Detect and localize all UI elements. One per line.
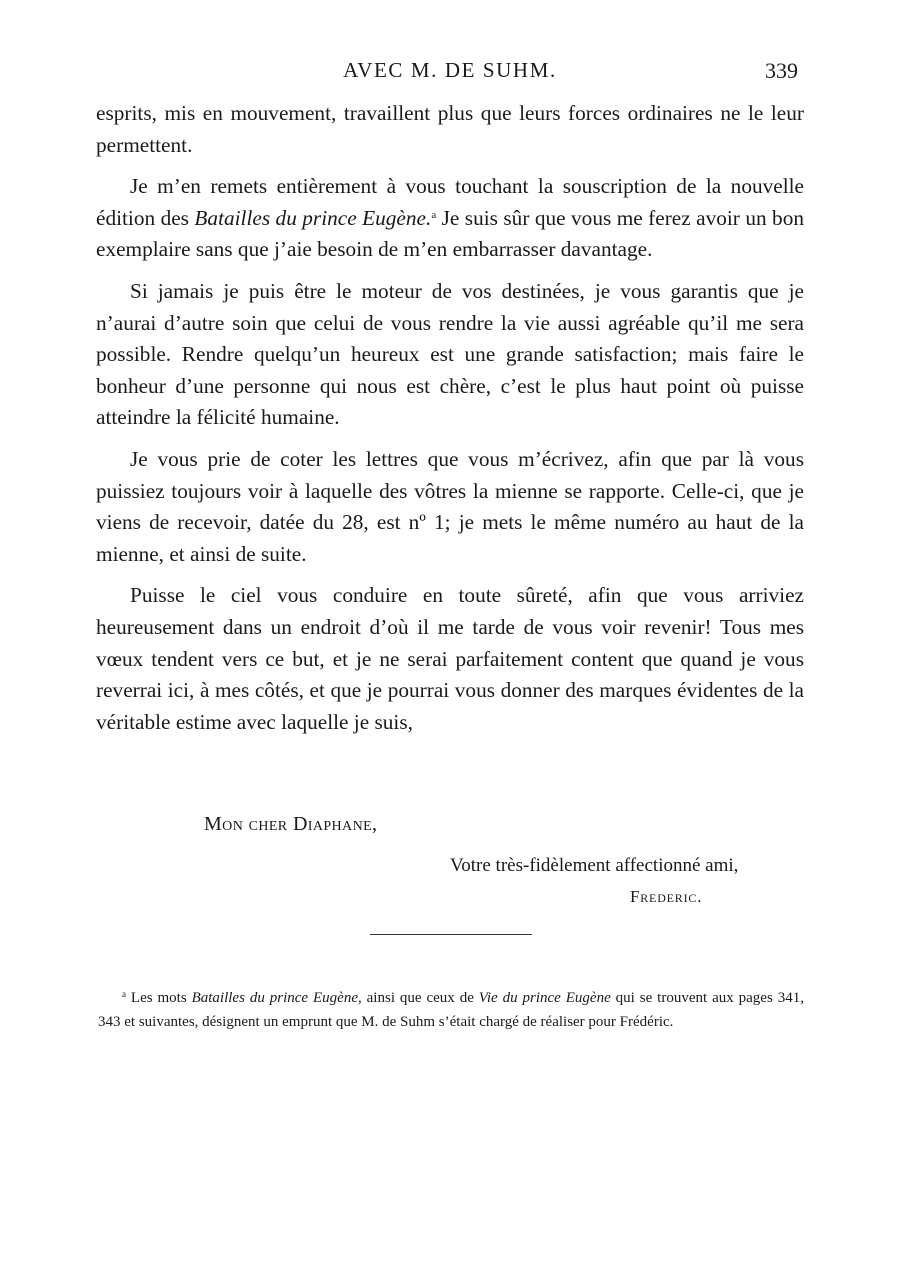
footnote-text-2: , ainsi que ceux de (357, 990, 479, 1006)
paragraph-1: esprits, mis en mouvement, travaillent plus que leurs forces ordinaires ne le leur permettent. (96, 101, 804, 157)
footnote-text-3: qui se trouvent aux pages 341, 343 et suivantes, désignent un emprunt que M. de Suhm s’était chargé de réaliser pour Frédéric. (98, 990, 804, 1030)
running-head (96, 58, 804, 88)
page-number: 339 (765, 58, 798, 83)
footnote-italic-1: Batailles du prince Eugène (191, 990, 358, 1006)
footnote-separator-rule (370, 934, 532, 935)
paragraph-2-text-before: Je m’en remets entièrement à vous touchant la souscription de la nouvelle édition des (96, 174, 804, 230)
signature: Frederic. (630, 887, 703, 906)
footnote (98, 986, 804, 1034)
footnote-reference: a (431, 208, 437, 221)
footnote-italic-2: Vie du prince Eugène (478, 990, 611, 1006)
paragraph-2-text-after: Je suis sûr que vous me ferez avoir un bon exemplaire sans que j’aie besoin de m’en embarrasser davantage. (96, 205, 804, 262)
paragraph-5: Puisse le ciel vous conduire en toute sûreté, afin que vous arriviez heureusement dans un endroit d’où il me tarde de vous voir revenir! Tous mes vœux tendent vers ce but, et je ne serai parfaitement content que quand je vous reverrai ici, à mes côtés, et que je pourrai vous donner des marques évidentes de la véritable estime avec laquelle je suis, (96, 583, 804, 734)
letter-body (96, 98, 804, 738)
closing-formula: Votre très-fidèlement affectionné ami, (450, 855, 739, 876)
footnote-text-1: Les mots (126, 990, 192, 1006)
paragraph-4: Je vous prie de coter les lettres que vous m’écrivez, afin que par là vous puissiez toujours voir à laquelle des vôtres la mienne se rapporte. Celle-ci, que je viens de recevoir, datée du 28, est nº 1; je mets le même numéro au haut de la mienne, et ainsi de suite. (96, 446, 804, 566)
book-title-italic: Batailles du prince Eugène. (194, 205, 432, 230)
paragraph-2 (96, 171, 804, 266)
paragraph-3: Si jamais je puis être le moteur de vos destinées, je vous garantis que je n’aurai d’autre soin que celui de vous rendre la vie aussi agréable qu’il me sera possible. Rendre quelqu’un heureux est une grande satisfaction; mais faire le bonheur d’une personne qui nous est chère, c’est le plus haut point où puisse atteindre la félicité humaine. (96, 278, 804, 430)
footnote-marker: a (122, 989, 126, 999)
running-title: AVEC M. DE SUHM. (343, 58, 557, 82)
salutation: Mon cher Diaphane, (204, 813, 378, 835)
